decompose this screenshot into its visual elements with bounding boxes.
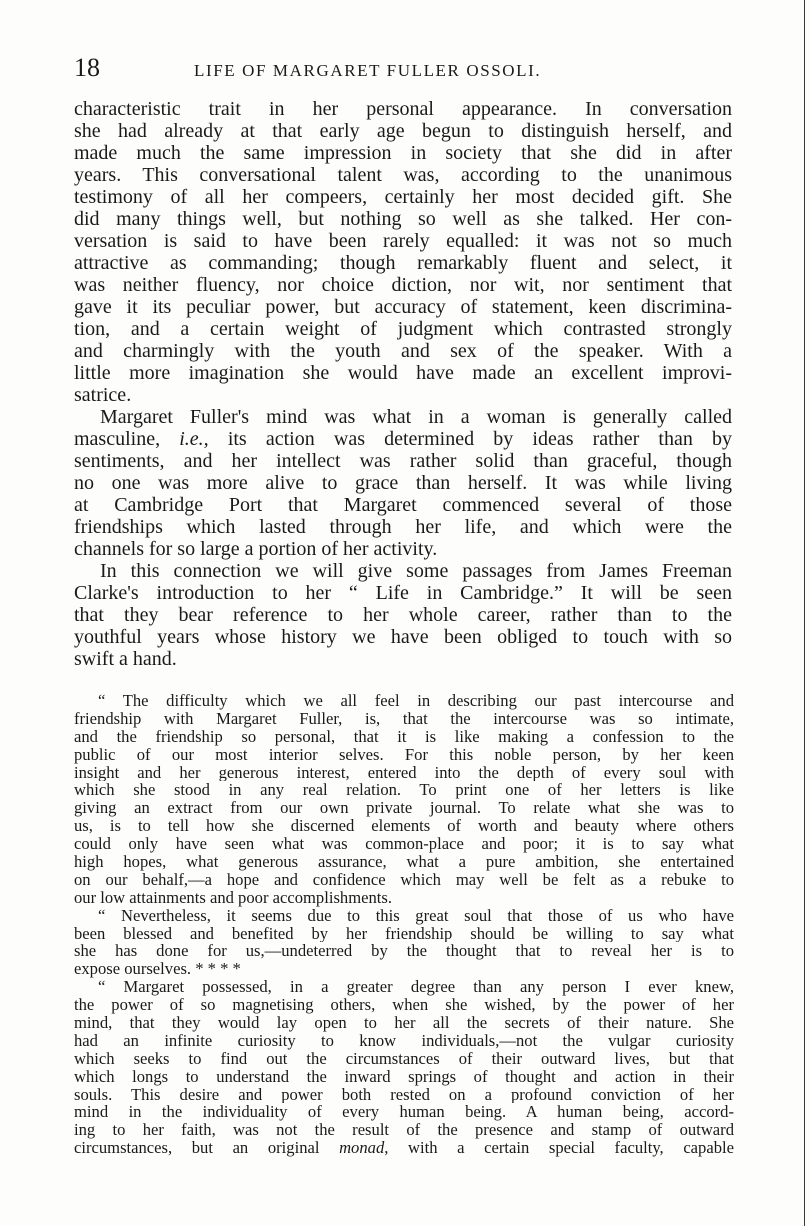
body-line: characteristic trait in her personal appearance. In conversation [74,98,732,120]
body-line: Clarke's introduction to her “ Life in Cambridge.” It will be seen [74,582,732,604]
body-line: did many things well, but nothing so well as she talked. Her con- [74,208,732,230]
quote-line: and the friendship so personal, that it is like making a confession to the [74,727,734,746]
quote-line: expose ourselves. * * * * [74,960,241,979]
quote-line: “ Nevertheless, it seems due to this great soul that those of us who have [98,906,734,925]
body-line: she had already at that early age begun to distinguish herself, and [74,120,732,142]
body-line: made much the same impression in society that she did in after [74,142,732,164]
page-number: 18 [74,53,100,82]
body-line: testimony of all her compeers, certainly her most decided gift. She [74,186,732,208]
quote-line: which she stood in any real relation. To print one of her letters is like [74,781,734,800]
page-header [74,52,734,84]
quote-line: she has done for us,—undeterred by the thought that to reveal her is to [74,942,734,961]
body-line: masculine, i.e., its action was determined by ideas rather than by [74,428,732,450]
quote-line: friendship with Margaret Fuller, is, that the intercourse was so intimate, [74,709,734,728]
quote-line: souls. This desire and power both rested on a profound conviction of her [74,1085,734,1104]
body-line: satrice. [74,384,132,406]
quote-line: could only have seen what was common-place and poor; it is to say what [74,835,734,854]
quote-line: “ Margaret possessed, in a greater degree than any person I ever knew, [98,978,734,997]
quote-line: on our behalf,—a hope and confidence which may well be felt as a rebuke to [74,870,734,889]
body-line: versation is said to have been rarely equalled: it was not so much [74,230,732,252]
page-edge-line [804,0,805,1226]
quote-line: ing to her faith, was not the result of the presence and stamp of outward [74,1121,734,1140]
quote-line: had an infinite curiosity to know individuals,—not the vulgar curiosity [74,1031,734,1050]
body-line: little more imagination she would have made an excellent improvi- [74,362,732,384]
body-line: sentiments, and her intellect was rather solid than graceful, though [74,450,732,472]
body-line: swift a hand. [74,648,177,670]
body-line: and charmingly with the youth and sex of the speaker. With a [74,340,732,362]
quote-line: mind in the individuality of every human being. A human being, accord- [74,1103,734,1122]
body-line: attractive as commanding; though remarkably fluent and select, it [74,252,732,274]
body-line: years. This conversational talent was, according to the unanimous [74,164,732,186]
running-title: LIFE OF MARGARET FULLER OSSOLI. [194,61,542,80]
body-line: no one was more alive to grace than herself. It was while living [74,472,732,494]
body-line: youthful years whose history we have been obliged to touch with so [74,626,732,648]
quote-line: the power of so magnetising others, when she wished, by the power of her [74,996,734,1015]
body-line: that they bear reference to her whole career, rather than to the [74,604,732,626]
quote-line: been blessed and benefited by her friendship should be willing to say what [74,924,734,943]
body-line: In this connection we will give some passages from James Freeman [100,560,732,582]
body-line: Margaret Fuller's mind was what in a woman is generally called [100,406,732,428]
body-line: tion, and a certain weight of judgment which contrasted strongly [74,318,732,340]
block-quote [74,692,734,1157]
quote-line: mind, that they would lay open to her all the secrets of their nature. She [74,1014,734,1032]
quote-line: circumstances, but an original monad, with a certain special faculty, capable [74,1139,734,1158]
quote-line: insight and her generous interest, entered into the depth of every soul with [74,763,734,782]
body-line: gave it its peculiar power, but accuracy of statement, keen discrimina- [74,296,732,318]
quote-line: which seeks to find out the circumstances of their outward lives, but that [74,1049,734,1068]
quote-line: which longs to understand the inward springs of thought and action in their [74,1067,734,1086]
body-line: was neither fluency, nor choice diction, nor wit, nor sentiment that [74,274,732,296]
quote-line: our low attainments and poor accomplishments. [74,888,392,907]
body-line: channels for so large a portion of her activity. [74,538,438,560]
body-text [74,98,732,670]
quote-line: public of our most interior selves. For this noble person, by her keen [74,745,734,764]
body-line: at Cambridge Port that Margaret commenced several of those [74,494,732,516]
quote-line: giving an extract from our own private journal. To relate what she was to [74,799,734,818]
quote-line: “ The difficulty which we all feel in describing our past intercourse and [98,692,734,710]
body-line: friendships which lasted through her life, and which were the [74,516,732,538]
quote-line: high hopes, what generous assurance, what a pure ambition, she entertained [74,853,734,871]
quote-line: us, is to tell how she discerned elements of worth and beauty where others [74,817,734,836]
